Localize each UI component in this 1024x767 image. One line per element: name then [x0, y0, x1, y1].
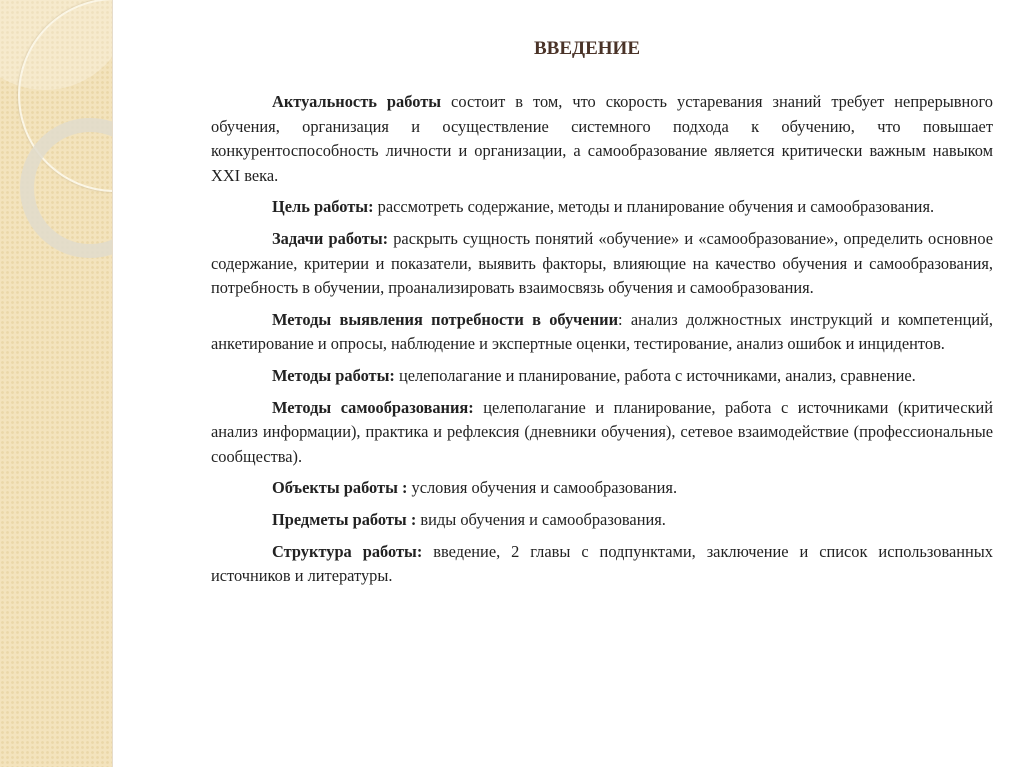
paragraph-needs-methods	[211, 308, 993, 357]
paragraph-label: Задачи работы:	[272, 228, 389, 248]
paragraph-self-education-methods	[211, 396, 993, 470]
paragraph-tasks	[211, 227, 993, 301]
decorative-sidebar	[0, 0, 113, 767]
paragraph-text: введение, 2 главы с подпунктами, заключение и список использованных источников и литературы.	[211, 541, 993, 586]
paragraph-text: раскрыть сущность понятий «обучение» и «самообразование», определить основное содержание, критерии и показатели, выявить факторы, влияющие на качество обучения и самообразования, потребность в обучении, проанализировать взаимосвязь обучения и самообразования.	[211, 228, 993, 298]
paragraph-text: целеполагание и планирование, работа с источниками (критический анализ информации), практика и рефлексия (дневники обучения), сетевое взаимодействие (профессиональные сообщества).	[211, 397, 993, 466]
paragraph-goal	[211, 195, 993, 220]
paragraph-label: Объекты работы :	[272, 478, 408, 498]
paragraph-text: : анализ должностных инструкций и компетенций, анкетирование и опросы, наблюдение и экспертные оценки, тестирование, анализ ошибок и инцидентов.	[211, 309, 993, 354]
paragraph-label: Методы выявления потребности в обучении	[272, 309, 619, 329]
paragraph-objects	[211, 476, 993, 501]
slide-title: ВВЕДЕНИЕ	[534, 38, 640, 59]
paragraph-text: состоит в том, что скорость устаревания знаний требует непрерывного обучения, организация и осуществление системного подхода к обучению, что повышает конкурентоспособность личности и организации, а самообразование является критически важным навыком XXI века.	[211, 92, 993, 185]
paragraph-label: Методы работы:	[272, 365, 395, 385]
paragraph-relevance	[211, 90, 993, 188]
paragraph-structure	[211, 540, 993, 589]
paragraph-label: Цель работы:	[272, 197, 374, 217]
paragraph-label: Предметы работы :	[272, 509, 417, 529]
paragraph-text: условия обучения и самообразования.	[407, 478, 678, 498]
paragraph-text: рассмотреть содержание, методы и планирование обучения и самообразования.	[373, 197, 935, 217]
paragraph-text: целеполагание и планирование, работа с источниками, анализ, сравнение.	[394, 365, 916, 385]
paragraph-label: Структура работы:	[272, 541, 423, 561]
slide-body	[211, 90, 993, 596]
paragraph-subjects	[211, 508, 993, 533]
paragraph-label: Актуальность работы	[272, 92, 442, 111]
paragraph-text: виды обучения и самообразования.	[416, 509, 666, 529]
paragraph-label: Методы самообразования:	[272, 397, 474, 417]
paragraph-work-methods	[211, 364, 993, 389]
